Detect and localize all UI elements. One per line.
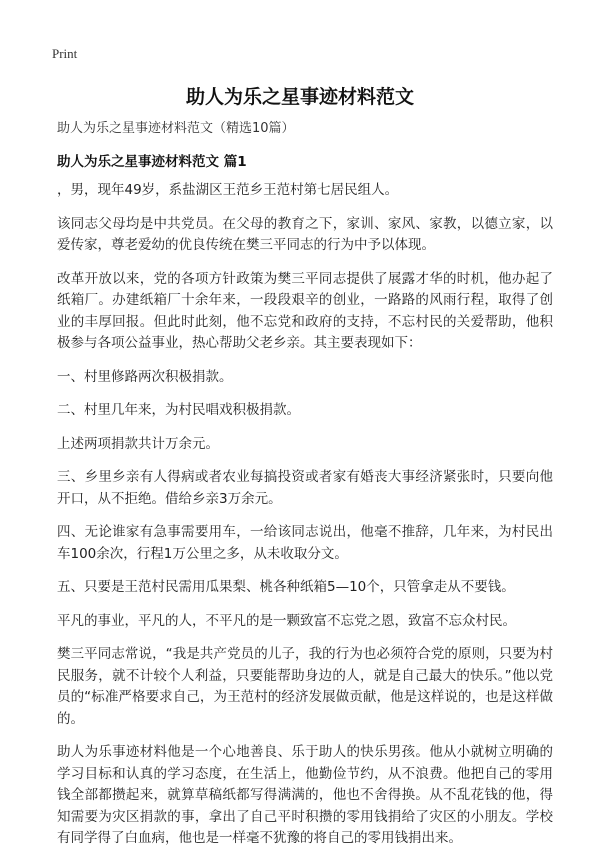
section-heading: 助人为乐之星事迹材料范文 篇1 [57,154,247,170]
paragraph: 平凡的事业，平凡的人，不平凡的是一颗致富不忘党之恩，致富不忘众村民。 [57,612,516,629]
paragraph: 五、只要是王范村民需用瓜果梨、桃各种纸箱5—10个，只管拿走从不要钱。 [57,579,515,595]
paragraph: 四、无论谁家有急事需要用车，一给该同志说出，他毫不推辞，几年来，为村民出车100余次，行程1万公里之多，从未收取分文。 [57,524,553,562]
paragraph: 该同志父母均是中共党员。在父母的教育之下，家训、家风、家教，以德立家，以爱传家，尊老爱幼的优良传统在樊三平同志的行为中予以体现。 [57,215,553,253]
paragraph: ，男，现年49岁，系盐湖区王范乡王范村第七居民组人。 [57,182,399,198]
paragraph: 二、村里几年来，为村民唱戏积极捐款。 [57,402,300,418]
print-link[interactable]: Print [52,46,78,61]
paragraph: 一、村里修路两次积极捐款。 [57,368,233,385]
paragraph: 樊三平同志常说，“我是共产党员的儿子，我的行为也必须符合党的原则，只要为村民服务，就不计较个人利益，只要能帮助身边的人，就是自己最大的快乐。”他以党员的“标准严格要求自己，为王范村的经济发展做贡献，他是这样说的，也是这样做的。 [57,646,553,727]
document-body [57,120,553,862]
document-title: 助人为乐之星事迹材料范文 [185,86,414,108]
paragraph: 三、乡里乡亲有人得病或者农业每搞投资或者家有婚丧大事经济紧张时，只要向他开口，从不拒绝。借给乡亲3万余元。 [57,469,553,507]
paragraph: 改革开放以来，党的各项方针政策为樊三平同志提供了展露才华的时机，他办起了纸箱厂。办建纸箱厂十余年来，一段段艰辛的创业，一路路的风雨行程，取得了创业的丰厚回报。但此时此刻，他不忘党和政府的支持，不忘村民的关爱帮助，他积极参与各项公益事业，热心帮助父老乡亲。其主要表现如下： [57,270,553,351]
document-subtitle: 助人为乐之星事迹材料范文（精选10篇） [57,121,295,136]
paragraph: 上述两项捐款共计万余元。 [57,435,219,452]
paragraph: 助人为乐事迹材料他是一个心地善良、乐于助人的快乐男孩。他从小就树立明确的学习目标和认真的学习态度，在生活上，他勤俭节约，从不浪费。他把自己的零用钱全部都攒起来，就算草稿纸都写得满满的，他也不舍得换。从不乱花钱的他，得知需要为灾区捐款的事，拿出了自己平时积攒的零用钱捐给了灾区的小朋友。学校有同学得了白血病，他也是一样毫不犹豫的将自己的零用钱捐出来。 [57,744,553,846]
